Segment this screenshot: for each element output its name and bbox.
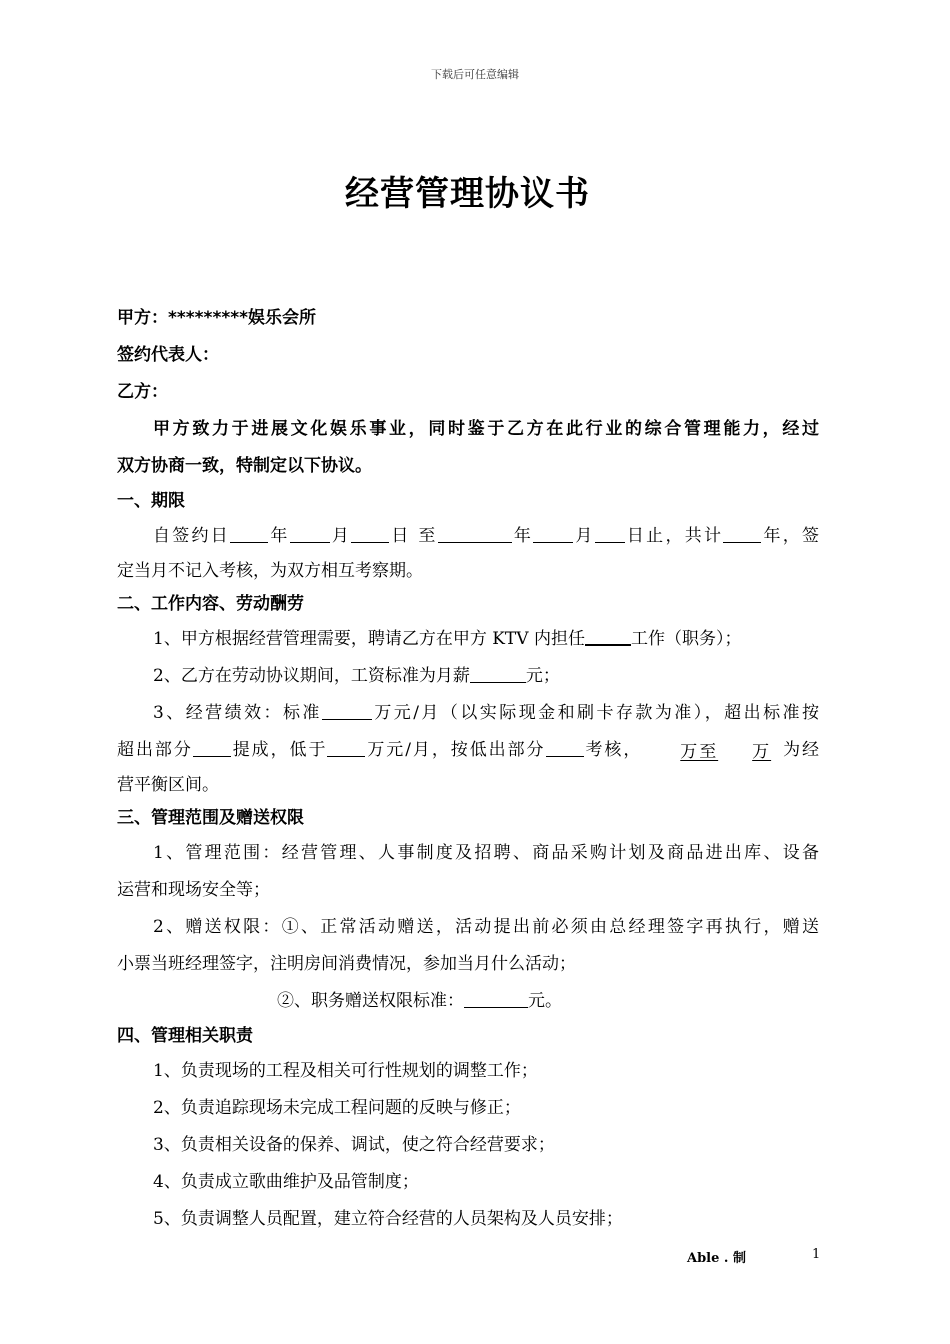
- scope-item-1-line-2: 运营和现场安全等；: [117, 880, 270, 900]
- work-item-1: 1、甲方根据经营管理需要，聘请乙方在甲方 KTV 内担任 工作（职务）；: [153, 629, 742, 649]
- scope-item-2-line-3: ②、职务赠送权限标准： 元。: [277, 991, 562, 1011]
- duty-item: 2、负责追踪现场未完成工程问题的反映与修正；: [153, 1098, 521, 1118]
- work-item-3-line-1: 3、经营绩效：标准 万元/月（以实际现金和刷卡存款为准），超出标准按: [153, 703, 819, 723]
- duty-item: 3、负责相关设备的保养、调试，使之符合经营要求；: [153, 1135, 555, 1155]
- section-heading-scope: 三、管理范围及赠送权限: [117, 808, 304, 828]
- blank-field: [193, 739, 231, 757]
- scope-item-2-line-1: 2、赠送权限：①、正常活动赠送，活动提出前必须由总经理签字再执行，赠送: [153, 917, 819, 937]
- blank-field: [230, 525, 268, 543]
- duty-item: 1、负责现场的工程及相关可行性规划的调整工作；: [153, 1061, 538, 1081]
- blank-field: [290, 525, 330, 543]
- range-start: 万至: [680, 742, 719, 762]
- blank-field: [470, 665, 526, 683]
- term-line-1: 自签约日 年 月 日 至 年 月 日止，共计 年，签: [153, 526, 820, 546]
- work-item-2: 2、乙方在劳动协议期间，工资标准为月薪 元；: [153, 666, 560, 686]
- blank-field: [723, 525, 761, 543]
- footer-author: Able . 制: [687, 1251, 746, 1266]
- preamble-line-1: 甲方致力于进展文化娱乐事业，同时鉴于乙方在此行业的综合管理能力，经过: [153, 419, 819, 439]
- scope-item-1-line-1: 1、管理范围：经营管理、人事制度及招聘、商品采购计划及商品进出库、设备: [153, 843, 819, 863]
- party-a: 甲方：*********娱乐会所: [117, 308, 317, 328]
- section-heading-term: 一、期限: [117, 491, 185, 511]
- blank-field: [464, 990, 528, 1008]
- section-heading-duties: 四、管理相关职责: [117, 1026, 253, 1046]
- page-number: 1: [812, 1247, 821, 1262]
- range-end: 万: [752, 742, 772, 762]
- blank-field: [546, 739, 584, 757]
- work-item-3-line-3: 营平衡区间。: [117, 775, 219, 795]
- work-item-3-line-2: 超出部分 提成，低于 万元/月，按低出部分 考核， 万至 万 为经: [117, 740, 820, 762]
- duty-item: 4、负责成立歌曲维护及品管制度；: [153, 1172, 419, 1192]
- section-heading-work: 二、工作内容、劳动酬劳: [117, 594, 304, 614]
- document-body: [117, 300, 819, 1238]
- blank-field: [327, 739, 365, 757]
- duty-item: 5、负责调整人员配置，建立符合经营的人员架构及人员安排；: [153, 1209, 623, 1229]
- blank-field: [322, 702, 372, 720]
- party-b: 乙方：: [117, 382, 168, 402]
- blank-field: [533, 525, 573, 543]
- preamble-line-2: 双方协商一致，特制定以下协议。: [117, 456, 372, 476]
- blank-field: [585, 627, 631, 646]
- blank-field: [595, 525, 625, 543]
- document-title: 经营管理协议书: [345, 174, 590, 214]
- scope-item-2-line-2: 小票当班经理签字，注明房间消费情况，参加当月什么活动；: [117, 954, 576, 974]
- blank-field: [351, 525, 389, 543]
- signatory: 签约代表人：: [117, 345, 219, 365]
- header-note: 下载后可任意编辑: [431, 68, 519, 81]
- term-line-2: 定当月不记入考核，为双方相互考察期。: [117, 561, 423, 581]
- blank-field: [438, 525, 512, 543]
